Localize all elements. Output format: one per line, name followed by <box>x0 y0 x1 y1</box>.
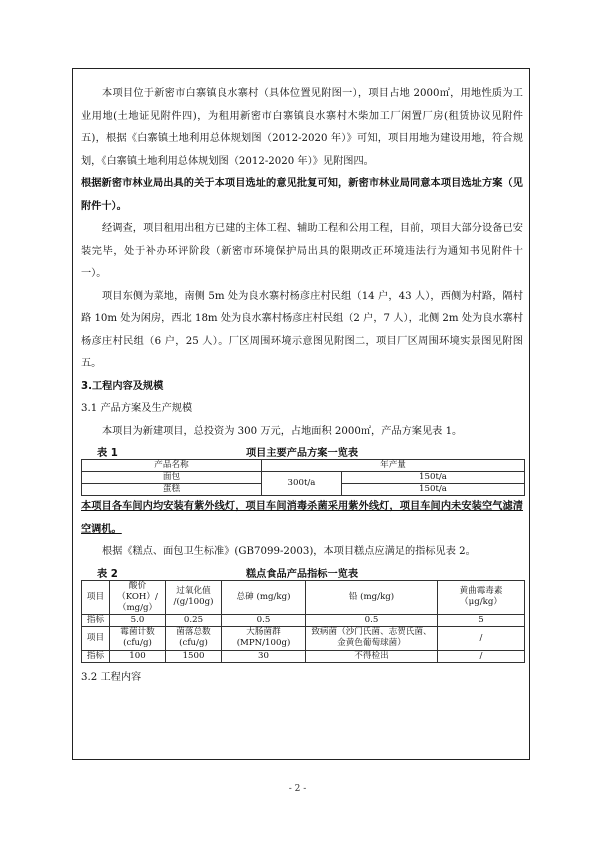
content-frame <box>72 68 530 760</box>
table1-cell-name: 蛋糕 <box>82 484 262 496</box>
table2-cell: 铅 (mg/kg) <box>306 580 438 614</box>
table2-cell: 5.0 <box>110 614 166 626</box>
table2-cell: / <box>438 650 525 662</box>
table2-title: 糕点食品产品指标一览表 <box>245 568 359 580</box>
table2-caption <box>81 564 523 580</box>
table2-cell: 1500 <box>166 650 222 662</box>
table2-cell: 100 <box>110 650 166 662</box>
paragraph-uv-lamps: 本项目各车间内均安装有紫外线灯，项目车间消毒杀菌采用紫外线灯，项目车间内未安装空气滤清空调机。 <box>81 501 523 535</box>
table2-cell: 30 <box>222 650 306 662</box>
table2-cell: 致病菌（沙门氏菌、志贺氏菌、金黄色葡萄球菌） <box>306 626 438 650</box>
table-row <box>82 580 525 614</box>
table2-cell: 0.5 <box>306 614 438 626</box>
table1-header-output: 年产量 <box>262 460 525 472</box>
table2-cell: 总砷 (mg/kg) <box>222 580 306 614</box>
table2-cell: 指标 <box>82 614 110 626</box>
table2-cell: 项目 <box>82 626 110 650</box>
table1-product-plan <box>81 459 525 496</box>
table2-cell: 0.25 <box>166 614 222 626</box>
table1-cell-amount: 150t/a <box>342 484 525 496</box>
table2-cell: 菌落总数 (cfu/g) <box>166 626 222 650</box>
table2-cell: 0.5 <box>222 614 306 626</box>
table-row <box>82 460 525 472</box>
table2-cell: 黄曲霉毒素 （μg/kg） <box>438 580 525 614</box>
table2-cell: 项目 <box>82 580 110 614</box>
table2-cell: 酸价（KOH）/（mg/g） <box>110 580 166 614</box>
table1-title: 项目主要产品方案一览表 <box>245 448 359 459</box>
table1-cell-name: 面包 <box>82 472 262 484</box>
section-heading-3-1: 3.1 产品方案及生产规模 <box>81 403 193 414</box>
table-row <box>82 472 525 484</box>
table2-cell: 5 <box>438 614 525 626</box>
section-heading-3: 3.工程内容及规模 <box>81 380 164 392</box>
paragraph-forestry-approval: 根据新密市林业局出具的关于本项目选址的意见批复可知，新密市林业局同意本项目选址方案（见附件十）。 <box>81 178 523 212</box>
paragraph-location: 本项目位于新密市白寨镇良水寨村（具体位置见附图一），项目占地 2000㎡，用地性质为工业用地(土地证见附件四)，为租用新密市白寨镇良水寨村木柴加工厂闲置厂房(租赁协议见附件五)，根据《白寨镇土地利用总体规划图（2012-2020 年）》可知，项目用地为建设用地，符合规划，《白寨镇土地利用总体规划图（2012-2020 年）》见附图四。 <box>81 88 523 167</box>
table2-cell: 过氧化值 /(g/100g) <box>166 580 222 614</box>
table2-cell: 霉菌计数 (cfu/g) <box>110 626 166 650</box>
table2-cell: / <box>438 626 525 650</box>
table-row <box>82 614 525 626</box>
table1-caption <box>81 443 523 459</box>
paragraph-standard: 根据《糕点、面包卫生标准》(GB7099-2003)，本项目糕点应满足的指标见表 2。 <box>102 546 476 557</box>
table2-cell: 大肠菌群 (MPN/100g) <box>222 626 306 650</box>
section-heading-3-2: 3.2 工程内容 <box>81 671 142 683</box>
table2-indicators <box>81 580 525 663</box>
table1-header-product: 产品名称 <box>82 460 262 472</box>
table2-number: 表 2 <box>97 568 118 580</box>
table-row <box>82 650 525 662</box>
paragraph-survey: 经调查，项目租用出租方已建的主体工程、辅助工程和公用工程，目前，项目大部分设备已安装完毕，处于补办环评阶段（新密市环境保护局出具的限期改正环境违法行为通知书见附件十一）。 <box>81 223 523 279</box>
table-row <box>82 626 525 650</box>
page-number: - 2 - <box>288 784 307 794</box>
table1-number: 表 1 <box>97 448 118 459</box>
paragraph-investment: 本项目为新建项目，总投资为 300 万元，占地面积 2000㎡，产品方案见表 1。 <box>102 425 463 437</box>
table2-cell: 不得检出 <box>306 650 438 662</box>
table1-cell-total: 300t/a <box>262 472 342 496</box>
table2-cell: 指标 <box>82 650 110 662</box>
paragraph-surroundings: 项目东侧为菜地，南侧 5m 处为良水寨村杨彦庄村民组（14 户，43 人），西侧为村路，隔村路 10m 处为闲房，西北 18m 处为良水寨村杨彦庄村民组（2 户，7 人），北侧 2m 处为良水寨村杨彦庄村民组（6 户，25 人）。厂区周围环境示意图见附图二，项目厂区周围环境实景图见附图五。 <box>81 290 523 369</box>
table1-cell-amount: 150t/a <box>342 472 525 484</box>
